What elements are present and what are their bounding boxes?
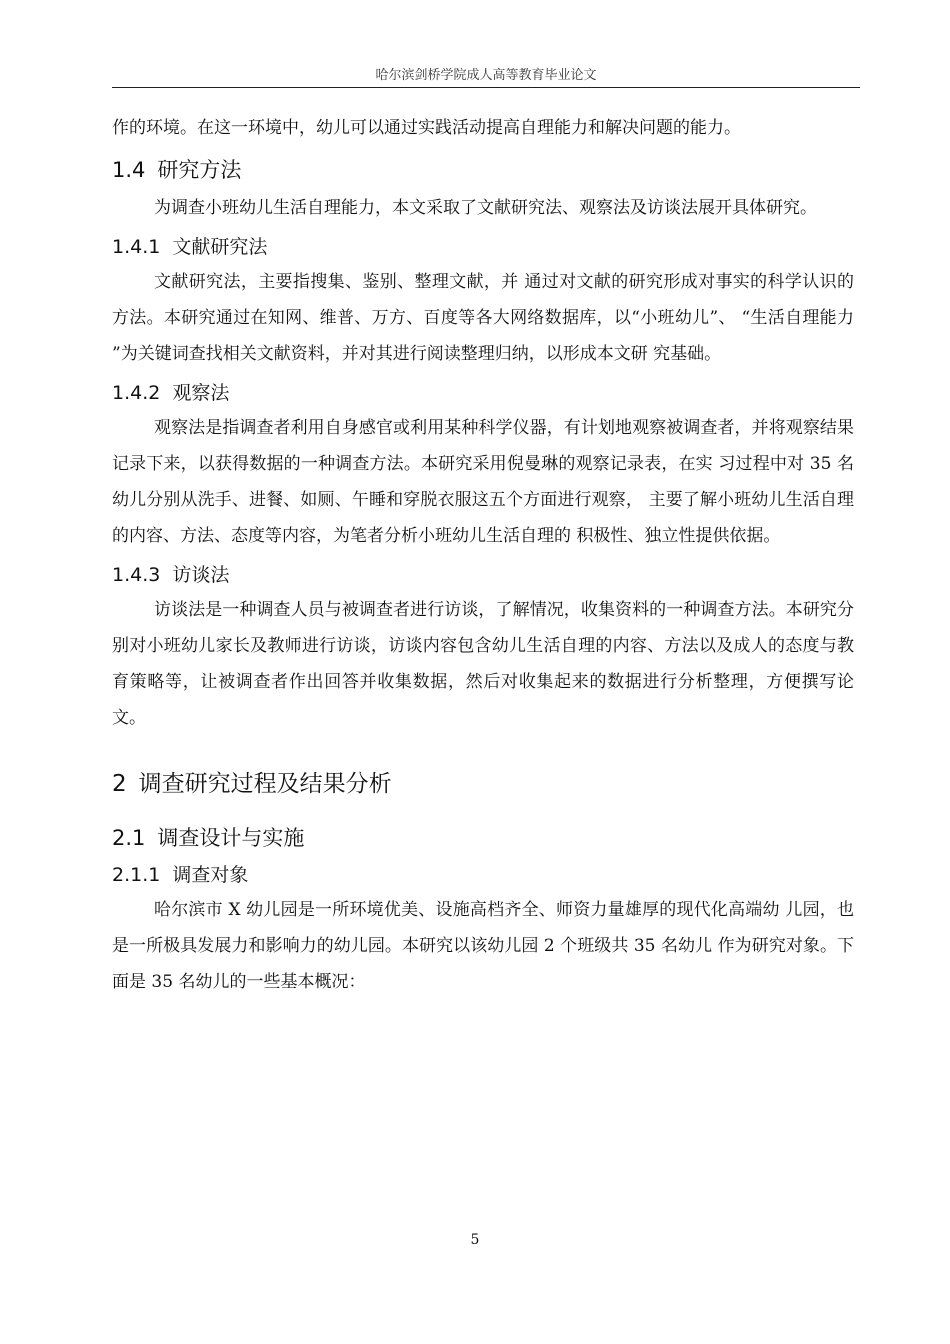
paragraph-1-4-1: 文献研究法，主要指搜集、鉴别、整理文献，并 通过对文献的研究形成对事实的科学认识的方法。本研究通过在知网、维普、万方、百度等各大网络数据库，以“小班幼儿”、 “生活自理能力 ”为关键词查找相关文献资料，并对其进行阅读整理归纳，以形成本文研 究基础。 [112, 272, 854, 364]
section-heading-2-1 [112, 822, 854, 854]
paragraph-1-4: 为调查小班幼儿生活自理能力，本文采取了文献研究法、观察法及访谈法展开具体研究。 [154, 198, 817, 218]
section-title: 调查研究过程及结果分析 [138, 771, 392, 797]
section-title: 调查对象 [172, 864, 249, 886]
section-number: 2.1 [112, 826, 146, 850]
intro-paragraph: 作的环境。在这一环境中，幼儿可以通过实践活动提高自理能力和解决问题的能力。 [112, 118, 741, 138]
paragraph-2-1-1: 哈尔滨市 X 幼儿园是一所环境优美、设施高档齐全、师资力量雄厚的现代化高端幼 儿园，也是一所极具发展力和影响力的幼儿园。本研究以该幼儿园 2 个班级共 35 名幼儿 作为研究对象。下面是 35 名幼儿的一些基本概况： [112, 900, 854, 992]
section-title: 调查设计与实施 [157, 826, 305, 850]
section-number: 2 [112, 771, 127, 797]
header-rule [112, 87, 860, 88]
section-title: 观察法 [172, 382, 230, 404]
section-heading-2-1-1 [112, 860, 854, 890]
page-body [112, 110, 854, 1000]
section-title: 访谈法 [172, 564, 230, 586]
section-heading-1-4-3 [112, 560, 854, 590]
section-number: 1.4.2 [112, 382, 161, 404]
chapter-heading-2 [112, 766, 854, 802]
section-number: 1.4.1 [112, 236, 161, 258]
section-heading-1-4 [112, 154, 854, 186]
paragraph-1-4-2: 观察法是指调查者利用自身感官或利用某种科学仪器，有计划地观察被调查者，并将观察结果记录下来，以获得数据的一种调查方法。本研究采用倪曼琳的观察记录表，在实 习过程中对 35 名幼儿分别从洗手、进餐、如厕、午睡和穿脱衣服这五个方面进行观察， 主要了解小班幼儿生活自理的内容、方法、态度等内容，为笔者分析小班幼儿生活自理的 积极性、独立性提供依据。 [112, 418, 854, 546]
page-number: 5 [470, 1232, 480, 1248]
section-number: 1.4.3 [112, 564, 161, 586]
running-header: 哈尔滨剑桥学院成人高等教育毕业论文 [375, 68, 597, 83]
section-heading-1-4-1 [112, 232, 854, 262]
section-title: 文献研究法 [172, 236, 268, 258]
section-number: 2.1.1 [112, 864, 161, 886]
section-number: 1.4 [112, 158, 146, 182]
section-title: 研究方法 [157, 158, 242, 182]
section-heading-1-4-2 [112, 378, 854, 408]
paragraph-1-4-3: 访谈法是一种调查人员与被调查者进行访谈，了解情况，收集资料的一种调查方法。本研究分别对小班幼儿家长及教师进行访谈，访谈内容包含幼儿生活自理的内容、方法以及成人的态度与教育策略等，让被调查者作出回答并收集数据，然后对收集起来的数据进行分析整理，方便撰写论文。 [112, 600, 854, 728]
